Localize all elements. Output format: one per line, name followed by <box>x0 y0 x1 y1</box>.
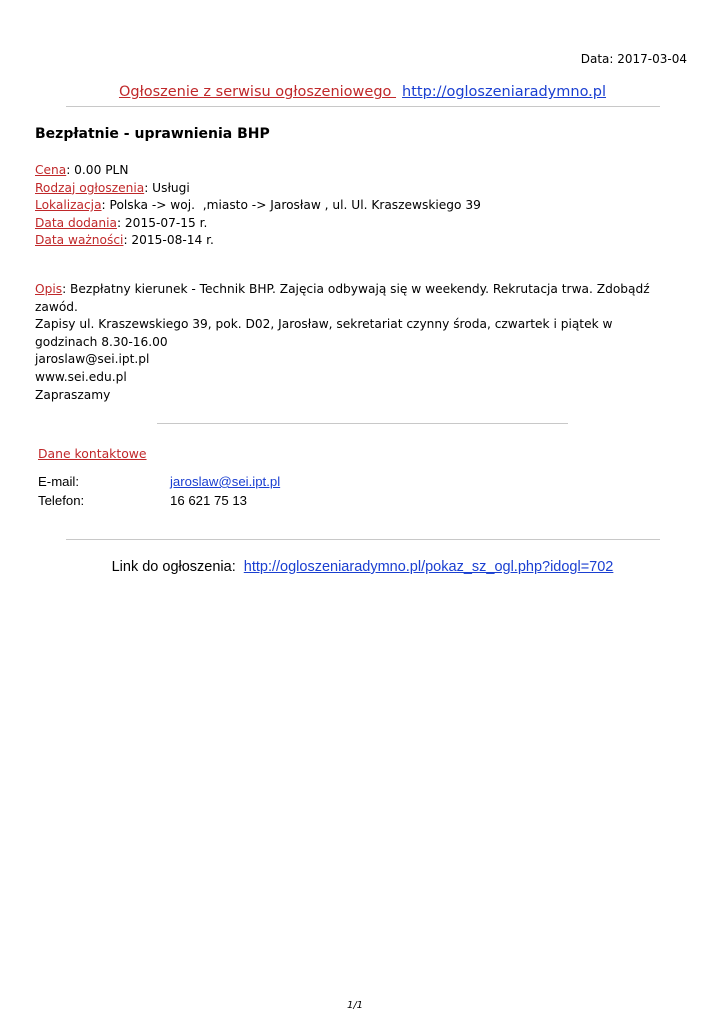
header-divider <box>66 106 660 107</box>
field-type <box>35 180 481 198</box>
ad-link-row <box>0 559 725 575</box>
field-value: : Polska -> woj. ,miasto -> Jarosław , ul. Ul. Kraszewskiego 39 <box>101 198 481 213</box>
field-date-added <box>35 215 481 233</box>
description-divider <box>157 423 568 424</box>
email-link[interactable]: jaroslaw@sei.ipt.pl <box>170 474 281 489</box>
field-value: : 2015-07-15 r. <box>116 215 208 230</box>
email-label: E-mail: <box>38 474 80 489</box>
contact-heading: Dane kontaktowe <box>38 446 147 461</box>
contact-table <box>38 473 280 510</box>
description-line: Zapisy ul. Kraszewskiego 39, pok. D02, Jarosław, sekretariat czynny środa, czwartek i piątek w godzinach 8.30-16.00 <box>35 317 613 349</box>
description-line: Opis: Bezpłatny kierunek - Technik BHP. Zajęcia odbywają się w weekendy. Rekrutacja trwa. Zdobądź zawód. <box>35 282 650 314</box>
description-line: www.sei.edu.pl <box>35 369 127 384</box>
description-label: Opis <box>35 282 63 296</box>
description-line: jaroslaw@sei.ipt.pl <box>35 352 150 367</box>
contact-divider <box>66 539 660 540</box>
field-label: Rodzaj ogłoszenia <box>35 180 145 195</box>
document-date: Data: 2017-03-04 <box>580 52 687 66</box>
ad-link[interactable]: http://ogloszeniaradymno.pl/pokaz_sz_ogl.php?idogl=702 <box>243 559 614 575</box>
page-header <box>0 84 725 100</box>
ad-title: Bezpłatnie - uprawnienia BHP <box>35 126 270 142</box>
field-date-valid <box>35 232 481 250</box>
phone-label: Telefon: <box>38 492 85 508</box>
field-value: : Usługi <box>144 180 190 195</box>
contact-row-email <box>38 473 280 492</box>
field-price <box>35 162 481 180</box>
field-label: Data ważności <box>35 233 124 248</box>
field-label: Lokalizacja <box>35 198 102 213</box>
contact-row-phone <box>38 492 280 511</box>
field-location <box>35 197 481 215</box>
phone-value: 16 621 75 13 <box>170 492 248 508</box>
header-title: Ogłoszenie z serwisu ogłoszeniowego <box>118 84 397 100</box>
field-value: : 2015-08-14 r. <box>123 233 214 248</box>
field-value: : 0.00 PLN <box>66 163 129 177</box>
page-number: 1/1 <box>346 1000 364 1011</box>
field-label: Cena <box>35 163 67 177</box>
ad-description <box>35 281 675 404</box>
description-line: Zapraszamy <box>35 387 111 402</box>
field-label: Data dodania <box>35 215 117 230</box>
ad-fields <box>35 162 481 250</box>
ad-link-label: Link do ogłoszenia: <box>111 559 236 575</box>
header-site-link[interactable]: http://ogloszeniaradymno.pl <box>402 84 607 100</box>
